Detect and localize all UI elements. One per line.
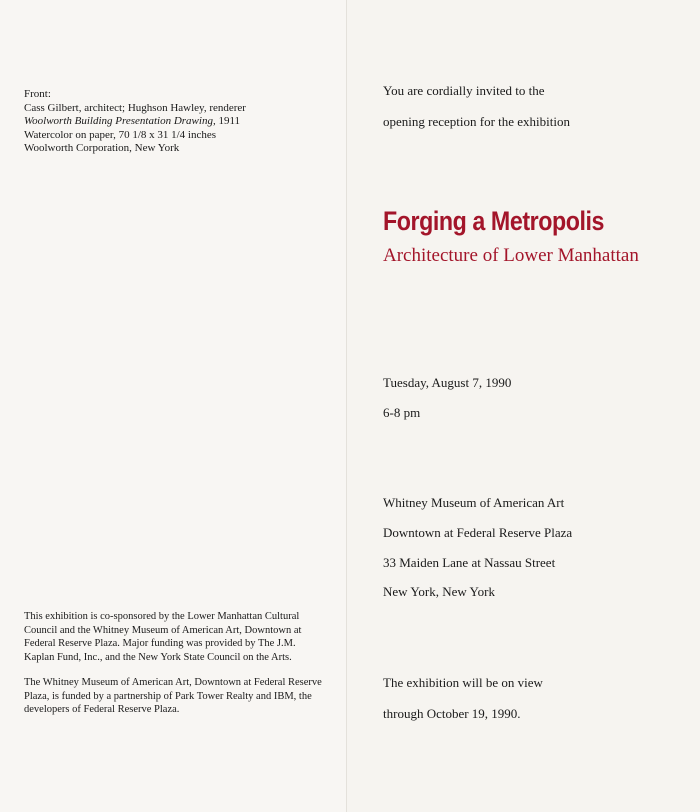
credit-work-title: Woolworth Building Presentation Drawing, — [24, 115, 216, 127]
credit-artists: Cass Gilbert, architect; Hughson Hawley, renderer — [24, 101, 246, 114]
event-date: Tuesday, August 7, 1990 — [383, 375, 512, 390]
venue-line-2: Downtown at Federal Reserve Plaza — [383, 525, 573, 540]
exhibition-subtitle: Architecture of Lower Manhattan — [383, 245, 639, 266]
credit-medium: Watercolor on paper, 70 1/8 x 31 1/4 inches — [24, 128, 217, 141]
credit-work-year: 1911 — [215, 115, 241, 127]
credit-work — [24, 115, 324, 129]
cover-credit — [24, 88, 324, 156]
credit-heading: Front: — [24, 88, 51, 100]
sponsorship-paragraph-2: The Whitney Museum of American Art, Downtown at Federal Reserve Plaza, is funded by a partnership of Park Tower Realty and IBM, the developers of Federal Reserve Plaza. — [24, 677, 322, 715]
sponsorship-paragraph-1: This exhibition is co-sponsored by the Lower Manhattan Cultural Council and the Whitney Museum of American Art, Downtown at Federal Reserve Plaza. Major funding was provided by The J.M. Kaplan Fund, Inc., and the New York State Council on the Arts. — [24, 611, 302, 663]
on-view-line-1: The exhibition will be on view — [383, 675, 543, 690]
venue-line-1: Whitney Museum of American Art — [383, 495, 565, 510]
credit-owner: Woolworth Corporation, New York — [24, 142, 180, 154]
event-time: 6-8 pm — [383, 405, 421, 420]
sponsorship-notes — [24, 610, 324, 729]
left-panel — [0, 0, 346, 812]
venue-line-4: New York, New York — [383, 584, 495, 599]
invitation-line-2: opening reception for the exhibition — [383, 114, 571, 129]
venue-line-3: 33 Maiden Lane at Nassau Street — [383, 555, 556, 570]
invitation-line-1: You are cordially invited to the — [383, 83, 545, 98]
on-view-line-2: through October 19, 1990. — [383, 706, 521, 721]
exhibition-title: Forging a Metropolis — [383, 206, 605, 236]
